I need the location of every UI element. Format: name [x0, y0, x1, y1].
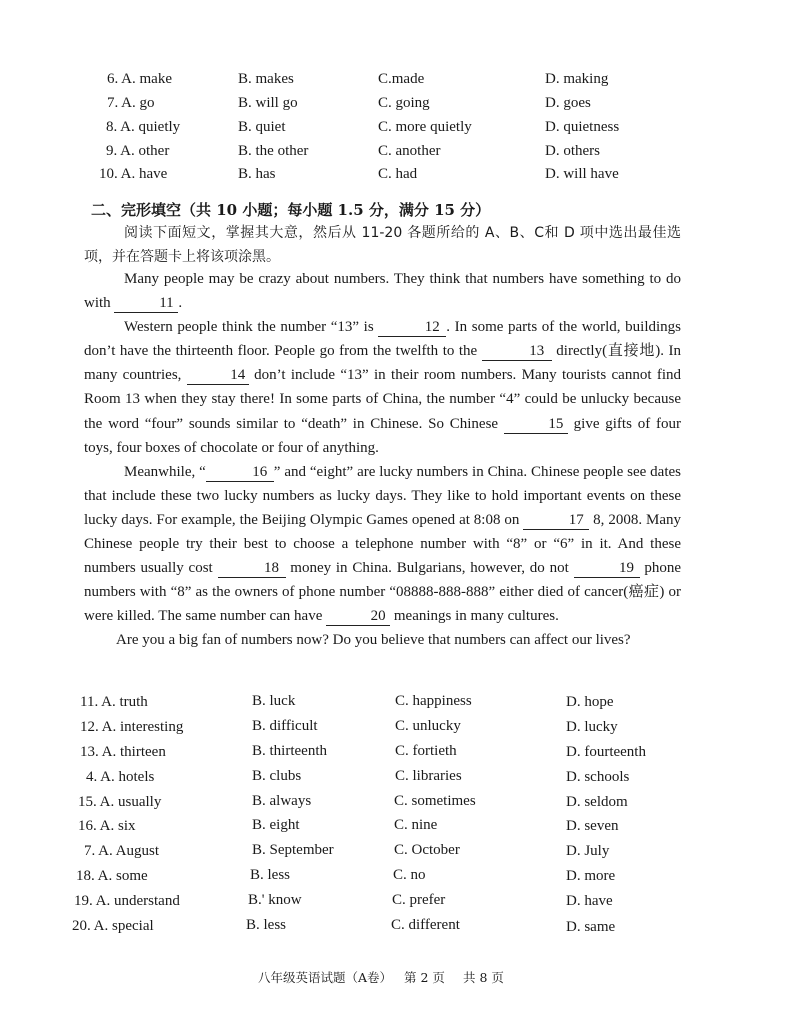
- option-8d: D. quietness: [545, 119, 620, 135]
- option-17b: B. September: [252, 842, 334, 858]
- passage-paragraph-3: [84, 460, 681, 629]
- option-8c: C. more quietly: [378, 119, 472, 135]
- section-instruction: 阅读下面短文，掌握其大意，然后从 11-20 各题所给的 A、B、C和 D 项中选出最佳选项，并在答题卡上将该项涂黑。: [84, 225, 681, 265]
- passage-text: meanings in many cultures.: [390, 608, 559, 625]
- option-14a: 4. A. hotels: [86, 769, 155, 785]
- passage-text: Western people think the number “13” is: [124, 319, 379, 336]
- footer-page: 第 2 页: [404, 970, 445, 985]
- option-11b: B. luck: [252, 693, 296, 709]
- option-11d: D. hope: [566, 694, 614, 710]
- passage-text: .: [178, 295, 183, 312]
- option-8b: B. quiet: [238, 119, 286, 135]
- passage-text: give gifts of four toys, four boxes of chocolate or four of anything.: [84, 415, 681, 456]
- option-19a: 19. A. understand: [74, 893, 180, 909]
- option-20b: B. less: [246, 917, 287, 933]
- option-17d: D. July: [566, 843, 610, 859]
- option-12c: C. unlucky: [395, 718, 461, 734]
- blank-16[interactable]: 16: [206, 464, 274, 482]
- option-6d: D. making: [545, 71, 609, 87]
- option-13d: D. fourteenth: [566, 744, 646, 760]
- option-18d: D. more: [566, 868, 616, 884]
- option-19c: C. prefer: [392, 892, 446, 908]
- blank-11[interactable]: 11: [114, 295, 178, 313]
- section-heading: 二、完形填空（共 10 小题；每小题 1.5 分，满分 15 分）: [91, 201, 491, 219]
- option-16c: C. nine: [394, 817, 438, 833]
- option-10d: D. will have: [545, 166, 619, 182]
- option-13b: B. thirteenth: [252, 743, 327, 759]
- option-14d: D. schools: [566, 769, 630, 785]
- passage-paragraph-1: [84, 267, 681, 315]
- blank-17[interactable]: 17: [523, 512, 589, 530]
- passage-paragraph-4: Are you a big fan of numbers now? Do you believe that numbers can affect our lives?: [116, 632, 631, 649]
- option-14c: C. libraries: [395, 768, 462, 784]
- passage-text: ” and “eight” are lucky numbers in China. Chinese people see dates that include these two lucky numbers as lucky days. They like to hold important events on these lucky days. For example, the Beijing Olympic Games opened at 8:08 on: [84, 463, 681, 528]
- option-12b: B. difficult: [252, 718, 318, 734]
- option-16b: B. eight: [252, 817, 300, 833]
- passage-text: phone numbers with “8” as the owners of phone number “08888-888-888” either died of cancer(癌症) or were killed. The same number can have: [84, 560, 681, 625]
- blank-13[interactable]: 13: [482, 343, 552, 361]
- passage-text: 8, 2008. Many Chinese people try their best to choose a telephone number with “8” or “6” in it. And these numbers usually cost: [84, 511, 681, 577]
- option-12d: D. lucky: [566, 719, 618, 735]
- footer-total: 共 8 页: [463, 970, 504, 985]
- option-11c: C. happiness: [395, 693, 472, 709]
- option-16a: 16. A. six: [78, 818, 136, 834]
- option-10c: C. had: [378, 166, 418, 182]
- option-7d: D. goes: [545, 95, 591, 111]
- option-12a: 12. A. interesting: [80, 719, 184, 735]
- option-9b: B. the other: [238, 143, 309, 159]
- option-15a: 15. A. usually: [78, 794, 162, 810]
- option-10a: 10. A. have: [99, 166, 168, 182]
- option-10b: B. has: [238, 166, 276, 182]
- option-9d: D. others: [545, 143, 600, 159]
- option-17c: C. October: [394, 842, 460, 858]
- option-18b: B. less: [250, 867, 291, 883]
- option-11a: 11. A. truth: [80, 694, 148, 710]
- option-7a: 7. A. go: [107, 95, 155, 111]
- passage-paragraph-2: [84, 315, 681, 460]
- option-13a: 13. A. thirteen: [80, 744, 166, 760]
- blank-12[interactable]: 12: [378, 319, 446, 337]
- passage-text: don’t include “13” in their room numbers. Many tourists cannot find Room 13 when they stay there! In some parts of China, the number “4” could be unlucky because the word “four” sounds similar to “death” in Chinese. So Chinese: [84, 367, 681, 432]
- blank-14[interactable]: 14: [187, 367, 249, 385]
- passage-text: . In some parts of the world, buildings don’t have the thirteenth floor. People go from the twelfth to the: [84, 319, 681, 360]
- option-7b: B. will go: [238, 95, 298, 111]
- option-15c: C. sometimes: [394, 793, 476, 809]
- option-16d: D. seven: [566, 818, 619, 834]
- blank-19[interactable]: 19: [574, 560, 640, 578]
- option-6c: C.made: [378, 71, 425, 87]
- option-15d: D. seldom: [566, 794, 628, 810]
- blank-20[interactable]: 20: [326, 608, 390, 626]
- footer-title: 八年级英语试题（A卷）: [258, 970, 393, 985]
- option-13c: C. fortieth: [395, 743, 457, 759]
- option-17a: 7. A. August: [84, 843, 160, 859]
- option-9c: C. another: [378, 143, 441, 159]
- passage-text: Meanwhile, “: [124, 463, 206, 480]
- option-15b: B. always: [252, 793, 312, 809]
- option-19b: B.' know: [248, 892, 302, 908]
- option-6b: B. makes: [238, 71, 294, 87]
- option-7c: C. going: [378, 95, 430, 111]
- option-8a: 8. A. quietly: [106, 119, 181, 135]
- blank-15[interactable]: 15: [504, 416, 568, 434]
- option-9a: 9. A. other: [106, 143, 170, 159]
- passage-text: directly(直接地). In many countries,: [84, 343, 681, 384]
- option-14b: B. clubs: [252, 768, 302, 784]
- option-20a: 20. A. special: [72, 918, 154, 934]
- cloze-passage: [84, 267, 681, 653]
- passage-text: money in China. Bulgarians, however, do not: [285, 560, 574, 577]
- option-18c: C. no: [393, 867, 426, 883]
- option-20d: D. same: [566, 919, 616, 935]
- option-20c: C. different: [391, 917, 460, 933]
- blank-18[interactable]: 18: [218, 560, 286, 578]
- option-18a: 18. A. some: [76, 868, 148, 884]
- option-6a: 6. A. make: [107, 71, 172, 87]
- option-19d: D. have: [566, 893, 613, 909]
- passage-text: Many people may be crazy about numbers. They think that numbers have something to do with: [84, 271, 681, 312]
